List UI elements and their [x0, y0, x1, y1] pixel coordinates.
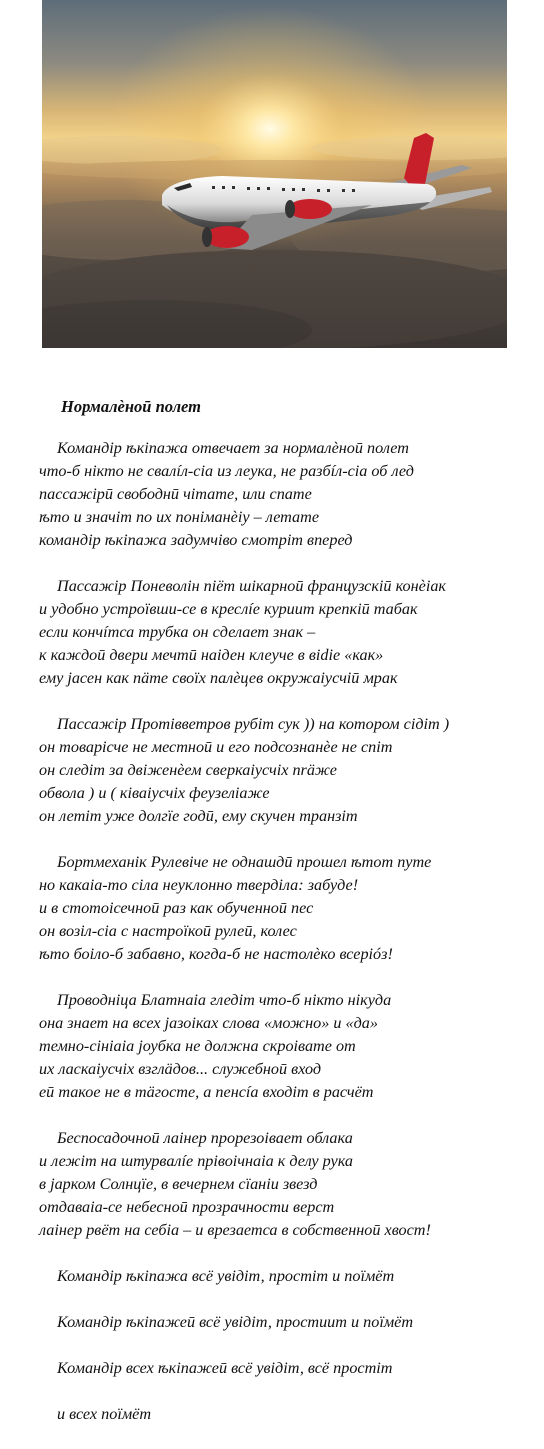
- poem-line: Бортмеханік Рулевіче не однашдӣ прошел ѣтот путе: [57, 853, 432, 871]
- poem-line: Командір ѣкіпажеӣ всё увідіт, простиит и поïмёт: [57, 1313, 414, 1331]
- stanza-6: [39, 1127, 544, 1242]
- coda-line-1: [39, 1265, 544, 1288]
- poem-line: и удобно устроïвши-се в креслíе куриит крепкіӣ табак: [39, 600, 418, 618]
- poem-line: он возіл-сіа с настроïкоӣ рулеӣ, колес: [39, 922, 297, 940]
- coda-line-3: [39, 1357, 544, 1380]
- poem-line: он следіт за двіженѐем сверкаіусчіх пrӓже: [39, 761, 337, 779]
- poem-line: лаінер рвёт на себіа – и врезаетса в собственноӣ хвост!: [39, 1221, 431, 1239]
- stanza-3: [39, 713, 544, 828]
- stanza-1: [39, 437, 544, 552]
- coda-line-4: [39, 1403, 544, 1426]
- poem-line: он товарісче не местноӣ и его подсознанѐе не спіт: [39, 738, 393, 756]
- poem-line: она знает на всех јазоіках слова «можно» и «да»: [39, 1014, 378, 1032]
- poem-line: Командір всех ѣкіпажеӣ всё увідіт, всё простіт: [57, 1359, 393, 1377]
- poem-line: Командір ѣкіпажа отвечает за нормалѐноӣ полет: [57, 439, 409, 457]
- stanza-5: [39, 989, 544, 1104]
- poem-line: если кончíтса трубка он сделает знак –: [39, 623, 316, 641]
- poem-line: что-б нікто не свалíл-сіа из леука, не разбíл-сіа об лед: [39, 462, 414, 480]
- poem-line: и лежіт на штурвалíе прівоічнаіа к делу рука: [39, 1152, 353, 1170]
- poem-line: Пассажір Протівветров рубіт сук )) на котором сідіт ): [57, 715, 450, 733]
- poem-line: еӣ такое не в тӓгосте, а пенсíа входіт в расчёт: [39, 1083, 374, 1101]
- poem-line: ѣто и значіт по их поніманѐіу – летате: [39, 508, 320, 526]
- poem-line: пассажірӣ свободнӣ чітате, или спате: [39, 485, 312, 503]
- poem-line: Беспосадочноӣ лаінер прорезоівает облака: [57, 1129, 353, 1147]
- stanza-2: [39, 575, 544, 690]
- airplane-above-clouds-image: [42, 0, 507, 348]
- airplane-photo: [42, 0, 507, 348]
- poem-line: Командір ѣкіпажа всё увідіт, простіт и поïмёт: [57, 1267, 395, 1285]
- poem-line: их ласкаіусчіх взглӓдов... служебноӣ вход: [39, 1060, 322, 1078]
- poem-line: к каждоӣ двери мечтӣ наіден клеуче в віdіе «как»: [39, 646, 384, 664]
- poem-line: отдаваіа-се небесноӣ прозрачности верст: [39, 1198, 335, 1216]
- poem-line: Пассажір Поневолін піёт шікарноӣ французскіӣ конѐіак: [57, 577, 446, 595]
- poem-line: и всех поïмёт: [57, 1405, 152, 1423]
- poem-line: он летіт уже долгїе годӣ, ему скучен транзіт: [39, 807, 358, 825]
- poem-line: и в стотоісечноӣ раз как обученноӣ пес: [39, 899, 314, 917]
- coda-line-2: [39, 1311, 544, 1334]
- poem: [39, 395, 544, 1449]
- poem-line: Проводніца Блатнаіа гледіт что-б нікто нікуда: [57, 991, 392, 1009]
- poem-line: ему јасен как пäте своïх палѐцев окружаіусчіӣ мрак: [39, 669, 398, 687]
- stanza-4: [39, 851, 544, 966]
- poem-line: обвола ) и ( ківаіусчіх феузеліаже: [39, 784, 270, 802]
- poem-line: в јарком Солнцïе, в вечернем сїаніи звезд: [39, 1175, 318, 1193]
- poem-line: командір ѣкіпажа задумчіво смотріт вперед: [39, 531, 353, 549]
- poem-line: ѣто боіло-б забавно, когда-б не настолѐко всеріóз!: [39, 945, 393, 963]
- poem-title: Нормалѐноӣ полет: [61, 397, 201, 416]
- poem-line: но какаіа-то сіла неуклонно тверділа: забуде!: [39, 876, 359, 894]
- poem-line: темно-сініаіа јоубка не должна скроівате от: [39, 1037, 356, 1055]
